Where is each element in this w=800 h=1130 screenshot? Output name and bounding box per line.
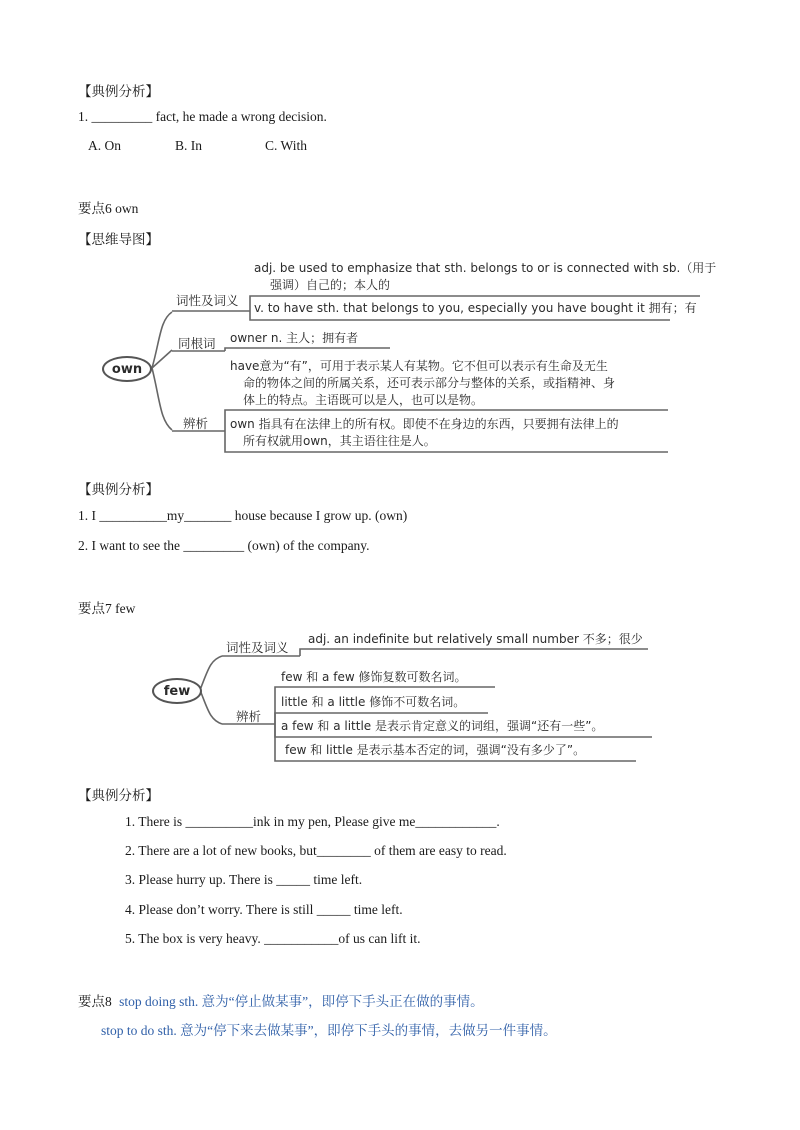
own-have-line-2: 命的物体之间的所属关系，还可表示部分与整体的关系，或指精神、身: [243, 376, 616, 390]
own-adj-line-1: adj. be used to emphasize that sth. belongs to or is connected with sb.（用于: [254, 261, 717, 275]
point7-question-3: 3. Please hurry up. There is _____ time left.: [125, 872, 363, 887]
own-own-line-1: own 指具有在法律上的所有权。即使不在身边的东西，只要拥有法律上的: [230, 417, 619, 431]
point6-example-heading: 【典例分析】: [78, 482, 159, 497]
few-adj-line: adj. an indefinite but relatively small number 不多；很少: [308, 632, 643, 646]
own-have-line-1: have意为“有”，可用于表示某人有某物。它不但可以表示有生命及无生: [230, 359, 608, 373]
own-adj-line-2: 强调）自己的；本人的: [270, 278, 391, 292]
few-diff-line-1: few 和 a few 修饰复数可数名词。: [281, 670, 467, 684]
point6-mindmap-heading: 【思维导图】: [78, 232, 159, 247]
point6-question-1: 1. I __________my_______ house because I grow up. (own): [78, 508, 408, 523]
few-branch-pos: 词性及词义: [226, 640, 289, 655]
example1-question: 1. _________ fact, he made a wrong decision.: [78, 109, 327, 124]
few-diff-line-3: a few 和 a little 是表示肯定意义的词组，强调“还有一些”。: [281, 719, 604, 733]
point7-question-2: 2. There are a lot of new books, but________ of them are easy to read.: [125, 843, 507, 858]
few-diff-line-4: few 和 little 是表示基本否定的词，强调“没有多少了”。: [285, 743, 586, 757]
example1-option-a: A. On: [88, 138, 121, 153]
point7-question-5: 5. The box is very heavy. ___________of us can lift it.: [125, 931, 421, 946]
own-owner-line: owner n. 主人；拥有者: [230, 331, 359, 345]
own-branch-pos: 词性及词义: [176, 293, 239, 308]
few-branch-diff: 辨析: [236, 709, 262, 724]
point7-question-1: 1. There is __________ink in my pen, Please give me____________.: [125, 814, 500, 829]
point6-title: 要点6 own: [78, 201, 139, 216]
point6-question-2: 2. I want to see the _________ (own) of the company.: [78, 538, 370, 553]
point8-label: 要点8: [78, 994, 112, 1009]
point7-title: 要点7 few: [78, 601, 136, 616]
own-branch-root-word: 同根词: [178, 336, 216, 351]
own-verb-line: v. to have sth. that belongs to you, especially you have bought it 拥有；有: [254, 301, 697, 315]
example1-option-b: B. In: [175, 138, 202, 153]
point7-question-4: 4. Please don’t worry. There is still _____ time left.: [125, 902, 403, 917]
few-diff-line-2: little 和 a little 修饰不可数名词。: [281, 695, 466, 709]
point7-example-heading: 【典例分析】: [78, 788, 159, 803]
point8-stop-doing: stop doing sth. 意为“停止做某事”，即停下手头正在做的事情。: [119, 994, 484, 1009]
own-own-line-2: 所有权就用own，其主语往往是人。: [243, 434, 436, 448]
own-have-line-3: 体上的特点。主语既可以是人，也可以是物。: [243, 393, 484, 407]
own-root-node: own: [102, 356, 152, 382]
few-root-node: few: [152, 678, 202, 704]
own-branch-diff: 辨析: [183, 416, 209, 431]
example1-option-c: C. With: [265, 138, 307, 153]
example1-heading: 【典例分析】: [78, 84, 159, 99]
point8-line-1: [78, 990, 484, 1010]
point8-line-2: stop to do sth. 意为“停下来去做某事”，即停下手头的事情，去做另一件事情。: [101, 1023, 557, 1038]
